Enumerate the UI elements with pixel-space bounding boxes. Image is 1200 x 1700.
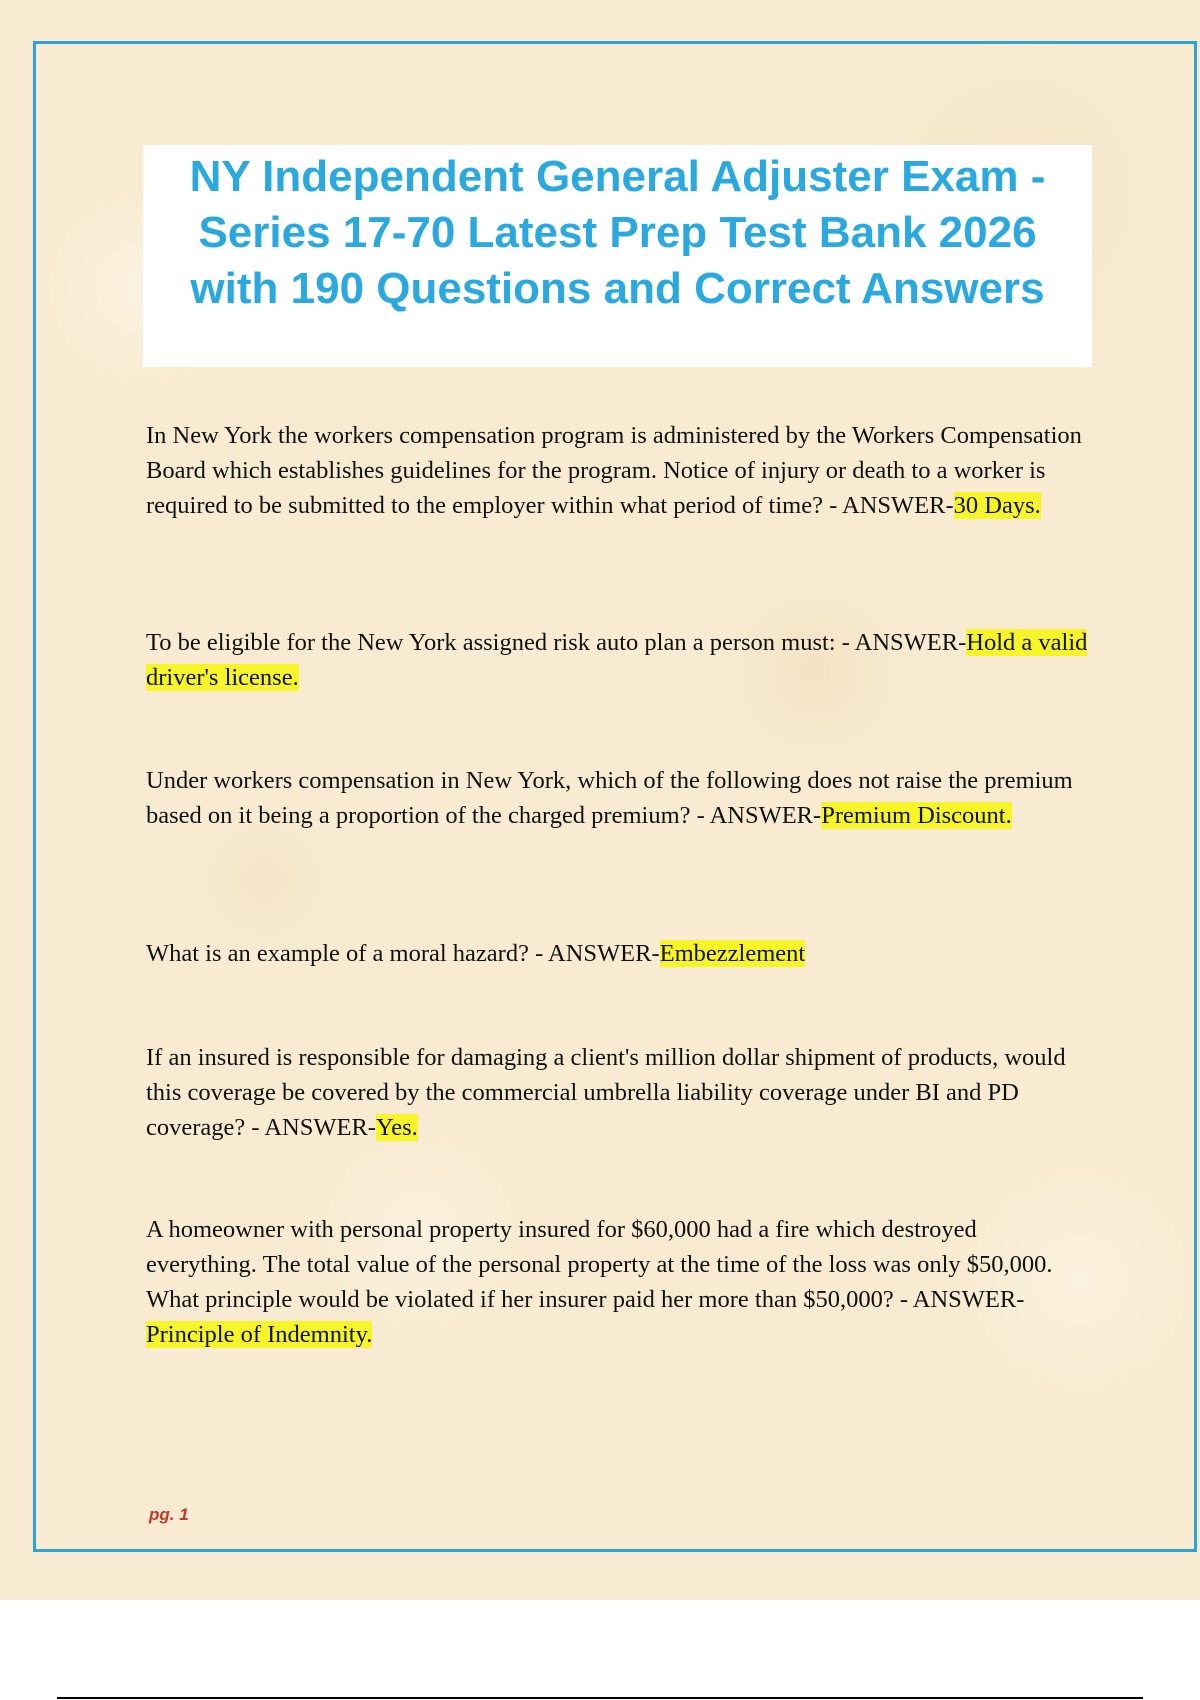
qa-item-6 [146, 1212, 1091, 1352]
title-line: NY Independent General Adjuster Exam - [189, 152, 1046, 201]
answer-highlight: Embezzlement [659, 940, 806, 967]
footer-divider [57, 1697, 1143, 1699]
document-title [143, 149, 1092, 317]
qa-item-5 [146, 1040, 1091, 1145]
qa-item-3 [146, 763, 1091, 833]
qa-item-4 [146, 936, 1091, 971]
title-line: with 190 Questions and Correct Answers [190, 264, 1045, 313]
question-text: Under workers compensation in New York, which of the following does not raise the premium based on it being a proportion of the charged premium? - [146, 767, 1073, 829]
page-number: pg. 1 [149, 1505, 189, 1524]
answer-highlight: Premium Discount. [821, 802, 1012, 829]
answer-label: ANSWER- [709, 802, 822, 829]
question-text: A homeowner with personal property insured for $60,000 had a fire which destroyed everything. The total value of the personal property at the time of the loss was only $50,000. What principle would be violated if her insurer paid her more than $50,000? - [146, 1216, 1053, 1313]
answer-label: ANSWER- [854, 629, 967, 656]
question-text: If an insured is responsible for damaging a client's million dollar shipment of products, would this coverage be covered by the commercial umbrella liability coverage under BI and PD coverage? - [146, 1044, 1066, 1141]
answer-highlight: 30 Days. [953, 492, 1041, 519]
answer-label: ANSWER- [264, 1114, 376, 1141]
answer-label: ANSWER- [912, 1286, 1025, 1313]
question-text: To be eligible for the New York assigned risk auto plan a person must: - [146, 629, 855, 656]
answer-label: ANSWER- [842, 492, 954, 519]
answer-highlight: Yes. [375, 1114, 418, 1141]
question-text: In New York the workers compensation program is administered by the Workers Compensation Board which establishes guidelines for the program. Notice of injury or death to a worker is required to be submitted to the employer within what period of time? - [146, 422, 1082, 519]
answer-label: ANSWER- [548, 940, 660, 967]
qa-item-1 [146, 418, 1091, 523]
title-box [143, 145, 1092, 367]
question-text: What is an example of a moral hazard? - [146, 940, 549, 967]
qa-item-2 [146, 625, 1091, 695]
answer-highlight: Principle of Indemnity. [146, 1321, 373, 1348]
title-line: Series 17-70 Latest Prep Test Bank 2026 [198, 208, 1037, 257]
answer-highlight: Hold a valid driver's license. [146, 629, 1088, 691]
